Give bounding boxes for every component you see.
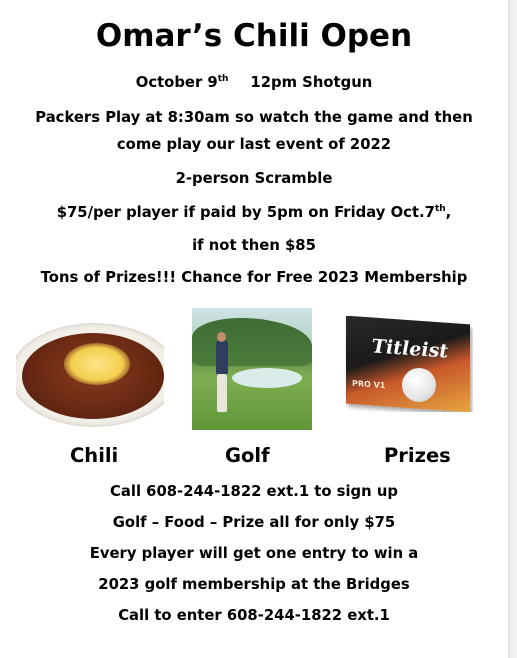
packers-line-1: Packers Play at 8:30am so watch the game and then [35, 109, 473, 126]
golf-photo [192, 308, 312, 430]
box-brand: Titleist [371, 335, 449, 363]
footer-line-3: Every player will get one entry to win a [89, 545, 419, 562]
price-text: $75/per player if paid by 5pm on Friday Oct.7 [56, 204, 435, 221]
price-suffix: th [434, 204, 446, 214]
event-time: 12pm Shotgun [250, 74, 373, 91]
late-price-line: if not then $85 [192, 237, 316, 254]
chili-photo [16, 319, 164, 431]
format-line: 2-person Scramble [175, 170, 333, 187]
box-model: PRO V1 [352, 378, 386, 391]
footer-line-5: Call to enter 608-244-1822 ext.1 [118, 607, 390, 624]
golf-water [232, 368, 302, 388]
golfer-head [217, 332, 226, 342]
date-suffix: th [217, 74, 229, 84]
footer-line-2: Golf – Food – Prize all for only $75 [112, 514, 396, 531]
price-end: , [445, 204, 452, 221]
golf-caption: Golf [225, 444, 270, 467]
chili-caption: Chili [70, 444, 119, 467]
prizes-photo [340, 316, 473, 412]
golfer-legs [217, 374, 227, 412]
event-date: October 9 [135, 74, 218, 91]
cheese-topping [64, 343, 130, 385]
golfer-body [216, 340, 228, 376]
prizes-line: Tons of Prizes!!! Chance for Free 2023 Membership [40, 269, 468, 286]
footer-line-1: Call 608-244-1822 ext.1 to sign up [110, 483, 398, 500]
prizes-caption: Prizes [384, 444, 451, 467]
price-line [0, 202, 508, 224]
page-edge [508, 0, 517, 658]
golf-trees [192, 318, 312, 366]
event-title: Omar’s Chili Open [95, 18, 413, 54]
footer-line-4: 2023 golf membership at the Bridges [98, 576, 410, 593]
date-line [0, 72, 508, 94]
golf-ball-icon [402, 368, 436, 402]
packers-line-2: come play our last event of 2022 [116, 136, 392, 153]
